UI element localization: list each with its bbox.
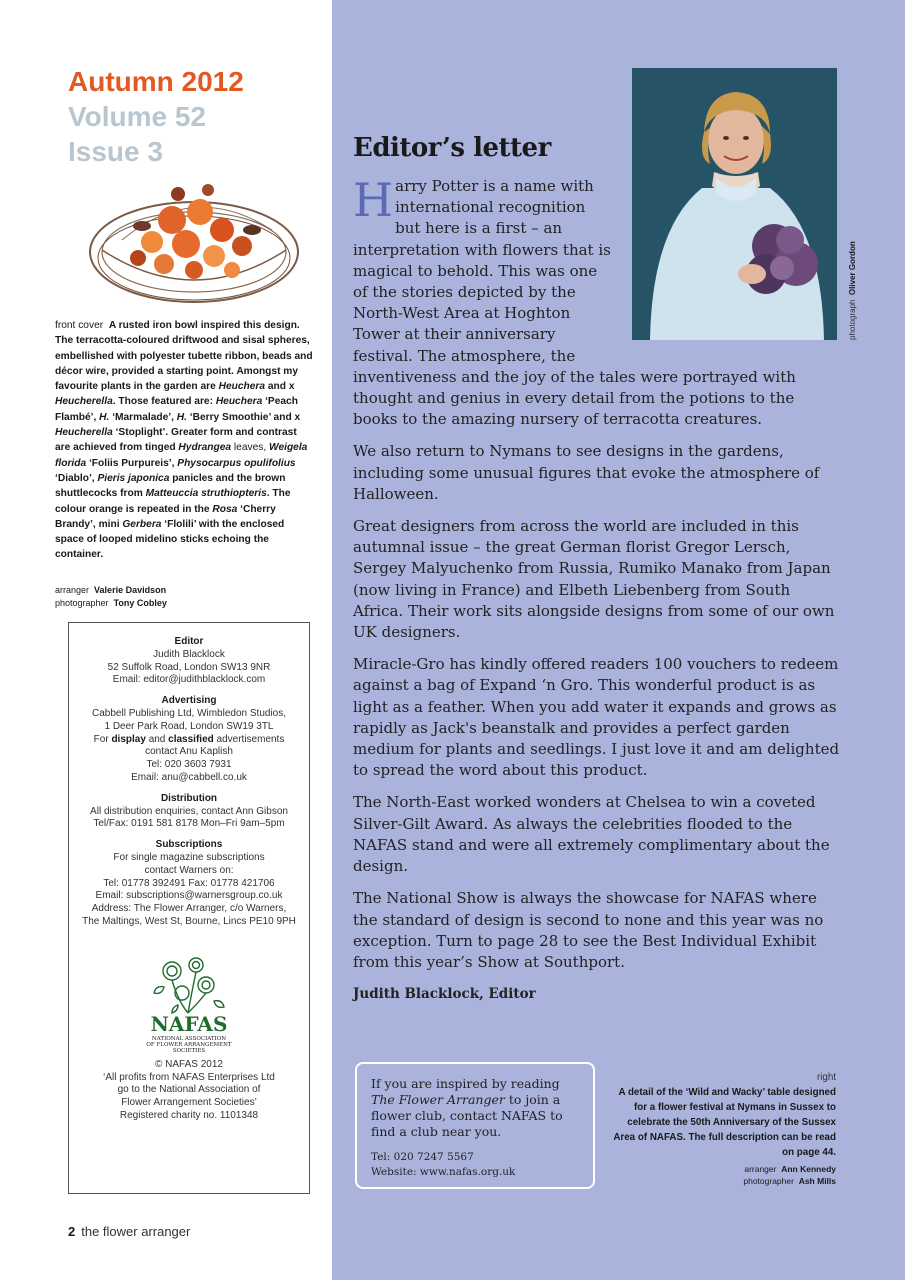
svg-text:OF FLOWER ARRANGEMENT: OF FLOWER ARRANGEMENT <box>146 1041 232 1048</box>
club-website[interactable]: Website: www.nafas.org.uk <box>371 1166 516 1178</box>
letter-paragraph: Great designers from across the world are included in this autumnal issue – the great German florist Gregor Lersch, Sergey Malyuchenko from Russia, Rumiko Manako from Japan (now living in France) and Elbeth Liebenberg from South Africa. Their work sits alongside designs from some of our own UK designers. <box>353 517 835 642</box>
distribution-heading: Distribution <box>160 792 218 804</box>
subscriptions-email[interactable]: Email: subscriptions@warnersgroup.co.uk <box>95 890 283 902</box>
advertising-line: 1 Deer Park Road, London SW19 3TL <box>104 720 274 732</box>
photo-credit: photograph Oliver Gordon <box>848 241 857 340</box>
magazine-title: the flower arranger <box>81 1224 191 1239</box>
editors-letter-body <box>353 173 843 1005</box>
arranger-label: arranger <box>55 585 90 595</box>
copyright: © NAFAS 2012 <box>155 1058 223 1070</box>
editor-line: Judith Blacklock <box>153 648 225 660</box>
letter-paragraph: Miracle-Gro has kindly offered readers 100 vouchers to redeem against a bag of Expand ‘n Gro. This wonderful product is as light as a feather. When you add water it expands and grows as rapidly as Jack's beanstalk and provides a perfect garden medium for plants and seedlings. I just love it and am delighted to spread the word about this product. <box>353 655 840 780</box>
subscriptions-line: Address: The Flower Arranger, c/o Warners, <box>91 903 287 915</box>
subscriptions-line: contact Warners on: <box>144 864 234 876</box>
front-cover-image <box>82 160 304 315</box>
distribution-line: All distribution enquiries, contact Ann Gibson <box>90 805 288 817</box>
issue-season: Autumn 2012 <box>68 66 244 97</box>
front-cover-description: A rusted iron bowl inspired this design. The terracotta-coloured driftwood and sisal spheres, embellished with polyester tubette ribbon, beads and décor wire, provided a starting point. Amongst my favourite plants in the garden are Heuchera and x Heucherella. Those featured are: Heuchera ‘Peach Flambé’, H. ‘Marmalade’, H. ‘Berry Smoothie’ and x Heucherella ‘Stoplight’. Greater form and contrast are achieved from tinged Hydrangea leaves, Weigela florida ‘Foliis Purpureis’, Physocarpus opulifolius ‘Diablo’, Pieris japonica panicles and the brown shuttlecocks from Matteuccia struthiopteris. The colour orange is repeated in the Rosa ‘Cherry Brandy’, mini Gerbera ‘Flolili’ with the enclosed space of looped midelino sticks echoing the container. <box>55 320 313 561</box>
caption-description: A detail of the ‘Wild and Wacky’ table designed for a flower festival at Nymans in Sussex to celebrate the 50th Anniversary of the Sussex Area of NAFAS. The full description can be read on page 44. <box>613 1087 836 1158</box>
editor-email[interactable]: Email: editor@judithblacklock.com <box>112 674 266 686</box>
distribution-line: Tel/Fax: 0191 581 8178 Mon–Fri 9am–5pm <box>93 818 285 830</box>
advertising-heading: Advertising <box>161 695 217 707</box>
letter-paragraph: The National Show is always the showcase for NAFAS where the standard of design is second to none and this year was no exception. Turn to page 28 to see the Best Individual Exhibit from this year’s Show at Southport. <box>353 889 824 971</box>
caption-credits: arranger Ann Kennedy photographer Ash Mills <box>743 1164 836 1186</box>
advertising-types: For display and classified advertisements <box>93 733 285 745</box>
advertising-line: Cabbell Publishing Ltd, Wimbledon Studios, <box>92 707 286 719</box>
profits-line: ‘All profits from NAFAS Enterprises Ltd <box>103 1071 275 1083</box>
subscriptions-line: Tel: 01778 392491 Fax: 01778 421706 <box>103 877 275 889</box>
page-footer <box>68 1224 190 1239</box>
letter-signature: Judith Blacklock, Editor <box>353 986 536 1003</box>
front-cover-credits <box>55 584 313 609</box>
arranger-name: Valerie Davidson <box>94 585 167 595</box>
advertising-line: Tel: 020 3603 7931 <box>146 759 232 771</box>
svg-text:NATIONAL ASSOCIATION: NATIONAL ASSOCIATION <box>151 1035 227 1042</box>
right-photo-caption <box>610 1070 836 1187</box>
editors-letter-title: Editor’s letter <box>353 133 551 163</box>
charity-number: Registered charity no. 1101348 <box>119 1109 259 1121</box>
issue-title <box>68 64 244 169</box>
editor-heading: Editor <box>174 636 204 647</box>
advertising-line: contact Anu Kaplish <box>145 746 233 758</box>
issue-volume: Volume 52 <box>68 101 206 132</box>
page-number: 2 <box>68 1224 76 1239</box>
letter-paragraph: Harry Potter is a name with international recognition but here is a first – an interpretation with flowers that is magical to behold. This was one of the stories depicted by the North-West Area at Hoghton Tower at their anniversary festival. The atmosphere, the inventiveness and the joy of the tales were portrayed with thought and genius in every detail from the potions to the books to the amazing nursery of terracotta creatures. <box>353 173 796 429</box>
profits-line: Flower Arrangement Societies’ <box>121 1097 257 1109</box>
svg-text:SOCIETIES: SOCIETIES <box>172 1047 206 1054</box>
photographer-name: Tony Cobley <box>113 597 167 608</box>
letter-paragraph: We also return to Nymans to see designs in the gardens, including some unusual figures that evoke the atmosphere of Halloween. <box>353 442 820 503</box>
photographer-label: photographer <box>55 597 109 608</box>
join-club-box <box>355 1062 595 1189</box>
front-cover-label: front cover <box>55 320 104 331</box>
subscriptions-heading: Subscriptions <box>155 839 223 851</box>
profits-line: go to the National Association of <box>117 1084 261 1096</box>
club-tel[interactable]: Tel: 020 7247 5567 <box>371 1151 474 1163</box>
svg-text:NAFAS: NAFAS <box>150 1011 228 1036</box>
issue-number: Issue 3 <box>68 136 163 167</box>
caption-label: right <box>816 1072 836 1083</box>
subscriptions-line: The Maltings, West St, Bourne, Lincs PE10 9PH <box>82 915 296 927</box>
subscriptions-line: For single magazine subscriptions <box>113 851 265 863</box>
club-contact <box>371 1150 579 1180</box>
front-cover-caption <box>55 318 313 563</box>
join-club-text: If you are inspired by reading The Flower Arranger to join a flower club, contact NAFAS to find a club near you. <box>371 1076 563 1139</box>
drop-cap: H <box>353 173 394 227</box>
letter-paragraph: The North-East worked wonders at Chelsea to win a coveted Silver-Gilt Award. As always the celebrities flooded to the NAFAS stand and were all extremely complimentary about the design. <box>353 793 830 876</box>
editor-line: 52 Suffolk Road, London SW13 9NR <box>107 661 271 673</box>
nafas-logo <box>134 951 244 1059</box>
masthead-info-box <box>68 622 310 1194</box>
advertising-email[interactable]: Email: anu@cabbell.co.uk <box>131 771 247 783</box>
